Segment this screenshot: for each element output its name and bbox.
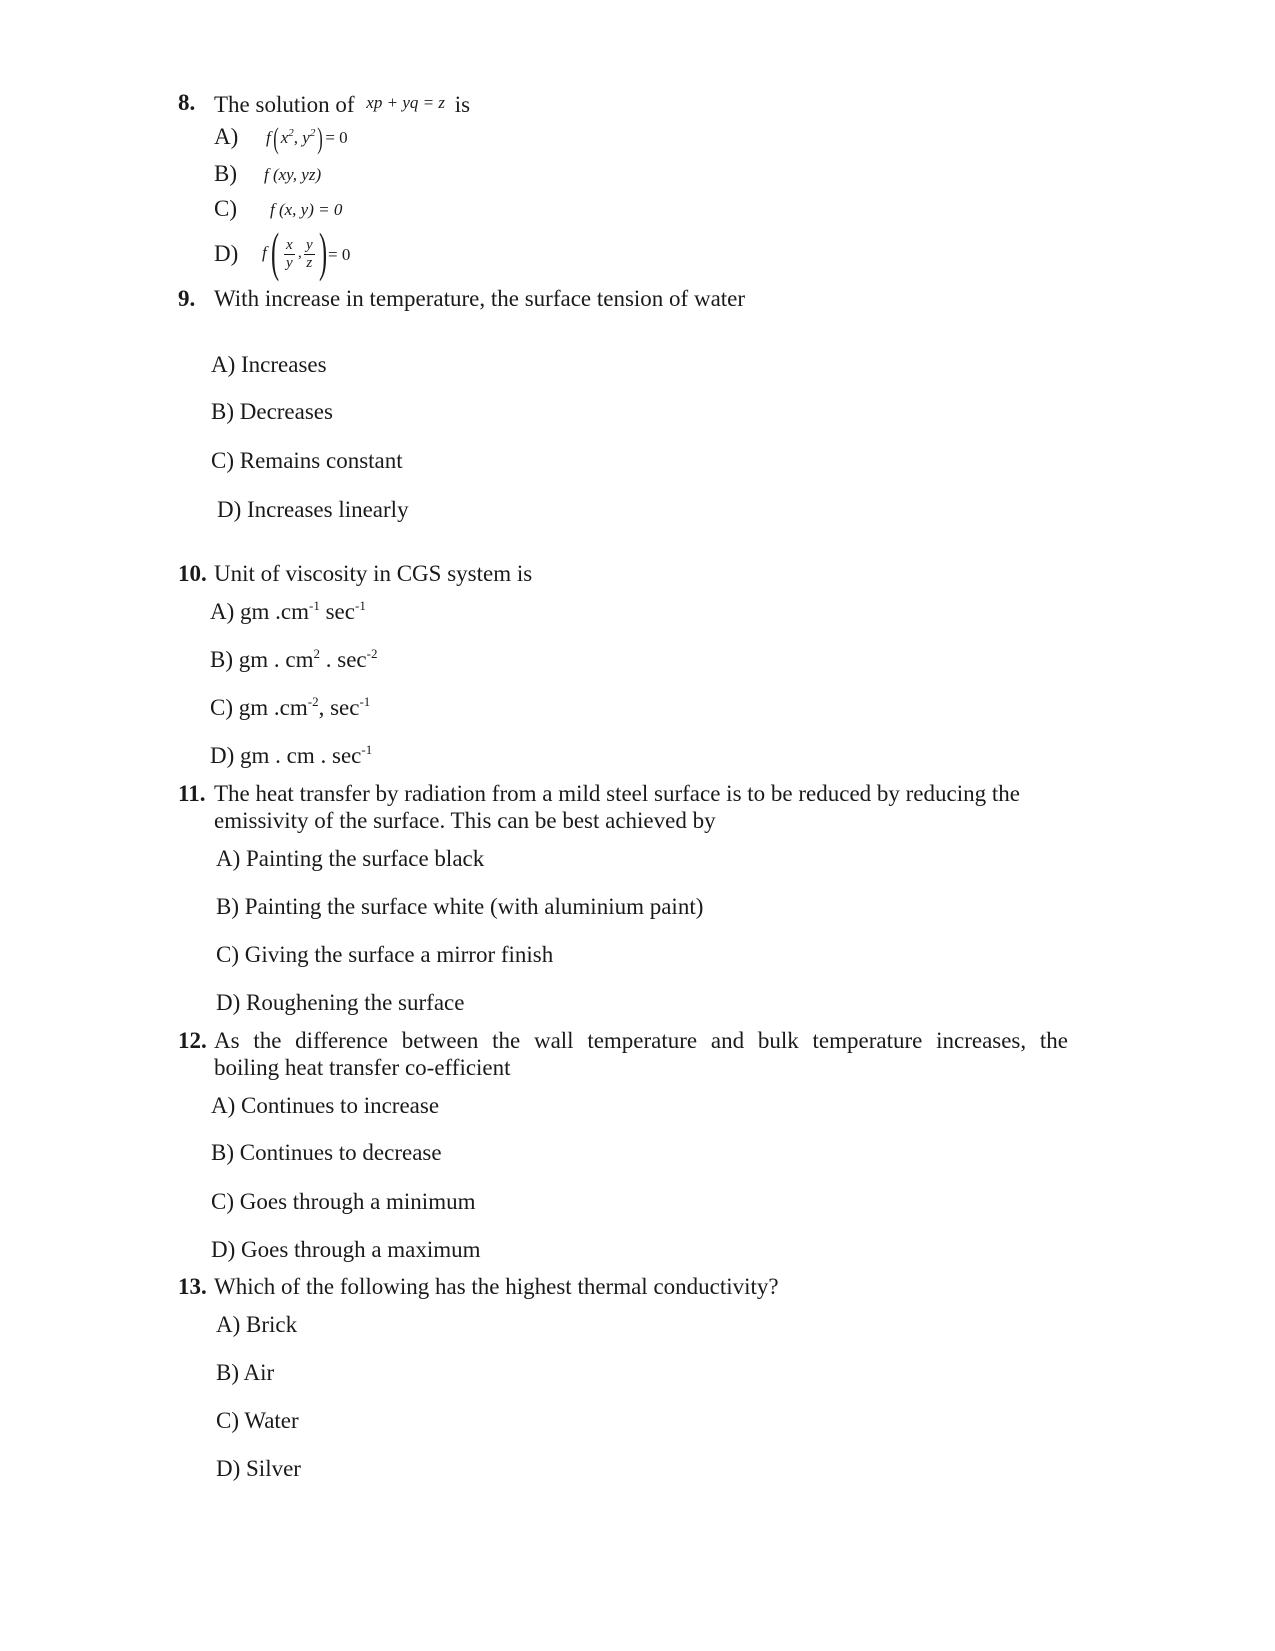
question-text-line1: As the difference between the wall temperature and bulk temperature increases, the xyxy=(214,1028,1068,1053)
option-label: A) xyxy=(214,124,239,149)
question-text: Which of the following has the highest thermal conductivity? xyxy=(214,1274,779,1299)
option-b: B) Air xyxy=(216,1360,275,1385)
option-d-math: f ( $\frac{x}{y}$ , $\frac{y}{z}$ ) = 0 xyxy=(262,222,351,282)
question-number: 10. xyxy=(178,561,207,586)
option-b: B) Continues to decrease xyxy=(211,1140,442,1165)
option-d: D) Increases linearly xyxy=(217,497,409,522)
option-a: A) Increases xyxy=(211,352,327,377)
option-b-math: f (xy, yz) xyxy=(264,165,322,184)
option-a: A) Painting the surface black xyxy=(216,846,485,871)
question-text: The solution of xp + yq = z is xyxy=(214,92,471,117)
option-a: A) Continues to increase xyxy=(211,1093,440,1118)
option-c: C) Giving the surface a mirror finish xyxy=(216,942,554,967)
question-number: 9. xyxy=(178,286,196,311)
option-d: D) gm . cm . $\sec^{-1}$ xyxy=(210,742,373,768)
question-text: With increase in temperature, the surface tension of water xyxy=(214,286,746,311)
option-a-math: f( $x^2$, $y^2) = 0$ xyxy=(266,122,348,155)
option-a: A) gm $.cm^{-1}$ $\sec^{-1}$ xyxy=(210,598,366,624)
question-number: 13. xyxy=(178,1274,207,1299)
option-c-math: f (x, y) = 0 xyxy=(270,200,343,219)
equation: xp + yq = z xyxy=(366,93,445,112)
option-a: A) Brick xyxy=(216,1312,298,1337)
question-number: 8. xyxy=(178,90,196,115)
option-c: C) gm $.cm^{-2}$, $\sec^{-1}$ xyxy=(210,694,371,720)
option-label: B) xyxy=(214,161,237,186)
option-label: D) xyxy=(214,241,239,266)
question-text-line2: emissivity of the surface. This can be best achieved by xyxy=(214,808,716,833)
option-d: D) Goes through a maximum xyxy=(211,1237,481,1262)
option-d: D) Roughening the surface xyxy=(216,990,465,1015)
option-b: B) Painting the surface white (with aluminium paint) xyxy=(216,894,704,919)
question-text-line2: boiling heat transfer co-efficient xyxy=(214,1055,511,1080)
question-text-line1: The heat transfer by radiation from a mild steel surface is to be reduced by reducing the xyxy=(214,781,1020,806)
question-number: 12. xyxy=(178,1028,207,1053)
question-text: Unit of viscosity in CGS system is xyxy=(214,561,533,586)
option-c: C) Goes through a minimum xyxy=(211,1189,476,1214)
option-b: B) gm . $cm^2$ . $\sec^{-2}$ xyxy=(210,646,378,672)
option-label: C) xyxy=(214,196,237,221)
option-c: C) Remains constant xyxy=(211,448,403,473)
question-number: 11. xyxy=(178,781,206,806)
option-d: D) Silver xyxy=(216,1456,301,1481)
option-c: C) Water xyxy=(216,1408,299,1433)
option-b: B) Decreases xyxy=(211,399,333,424)
